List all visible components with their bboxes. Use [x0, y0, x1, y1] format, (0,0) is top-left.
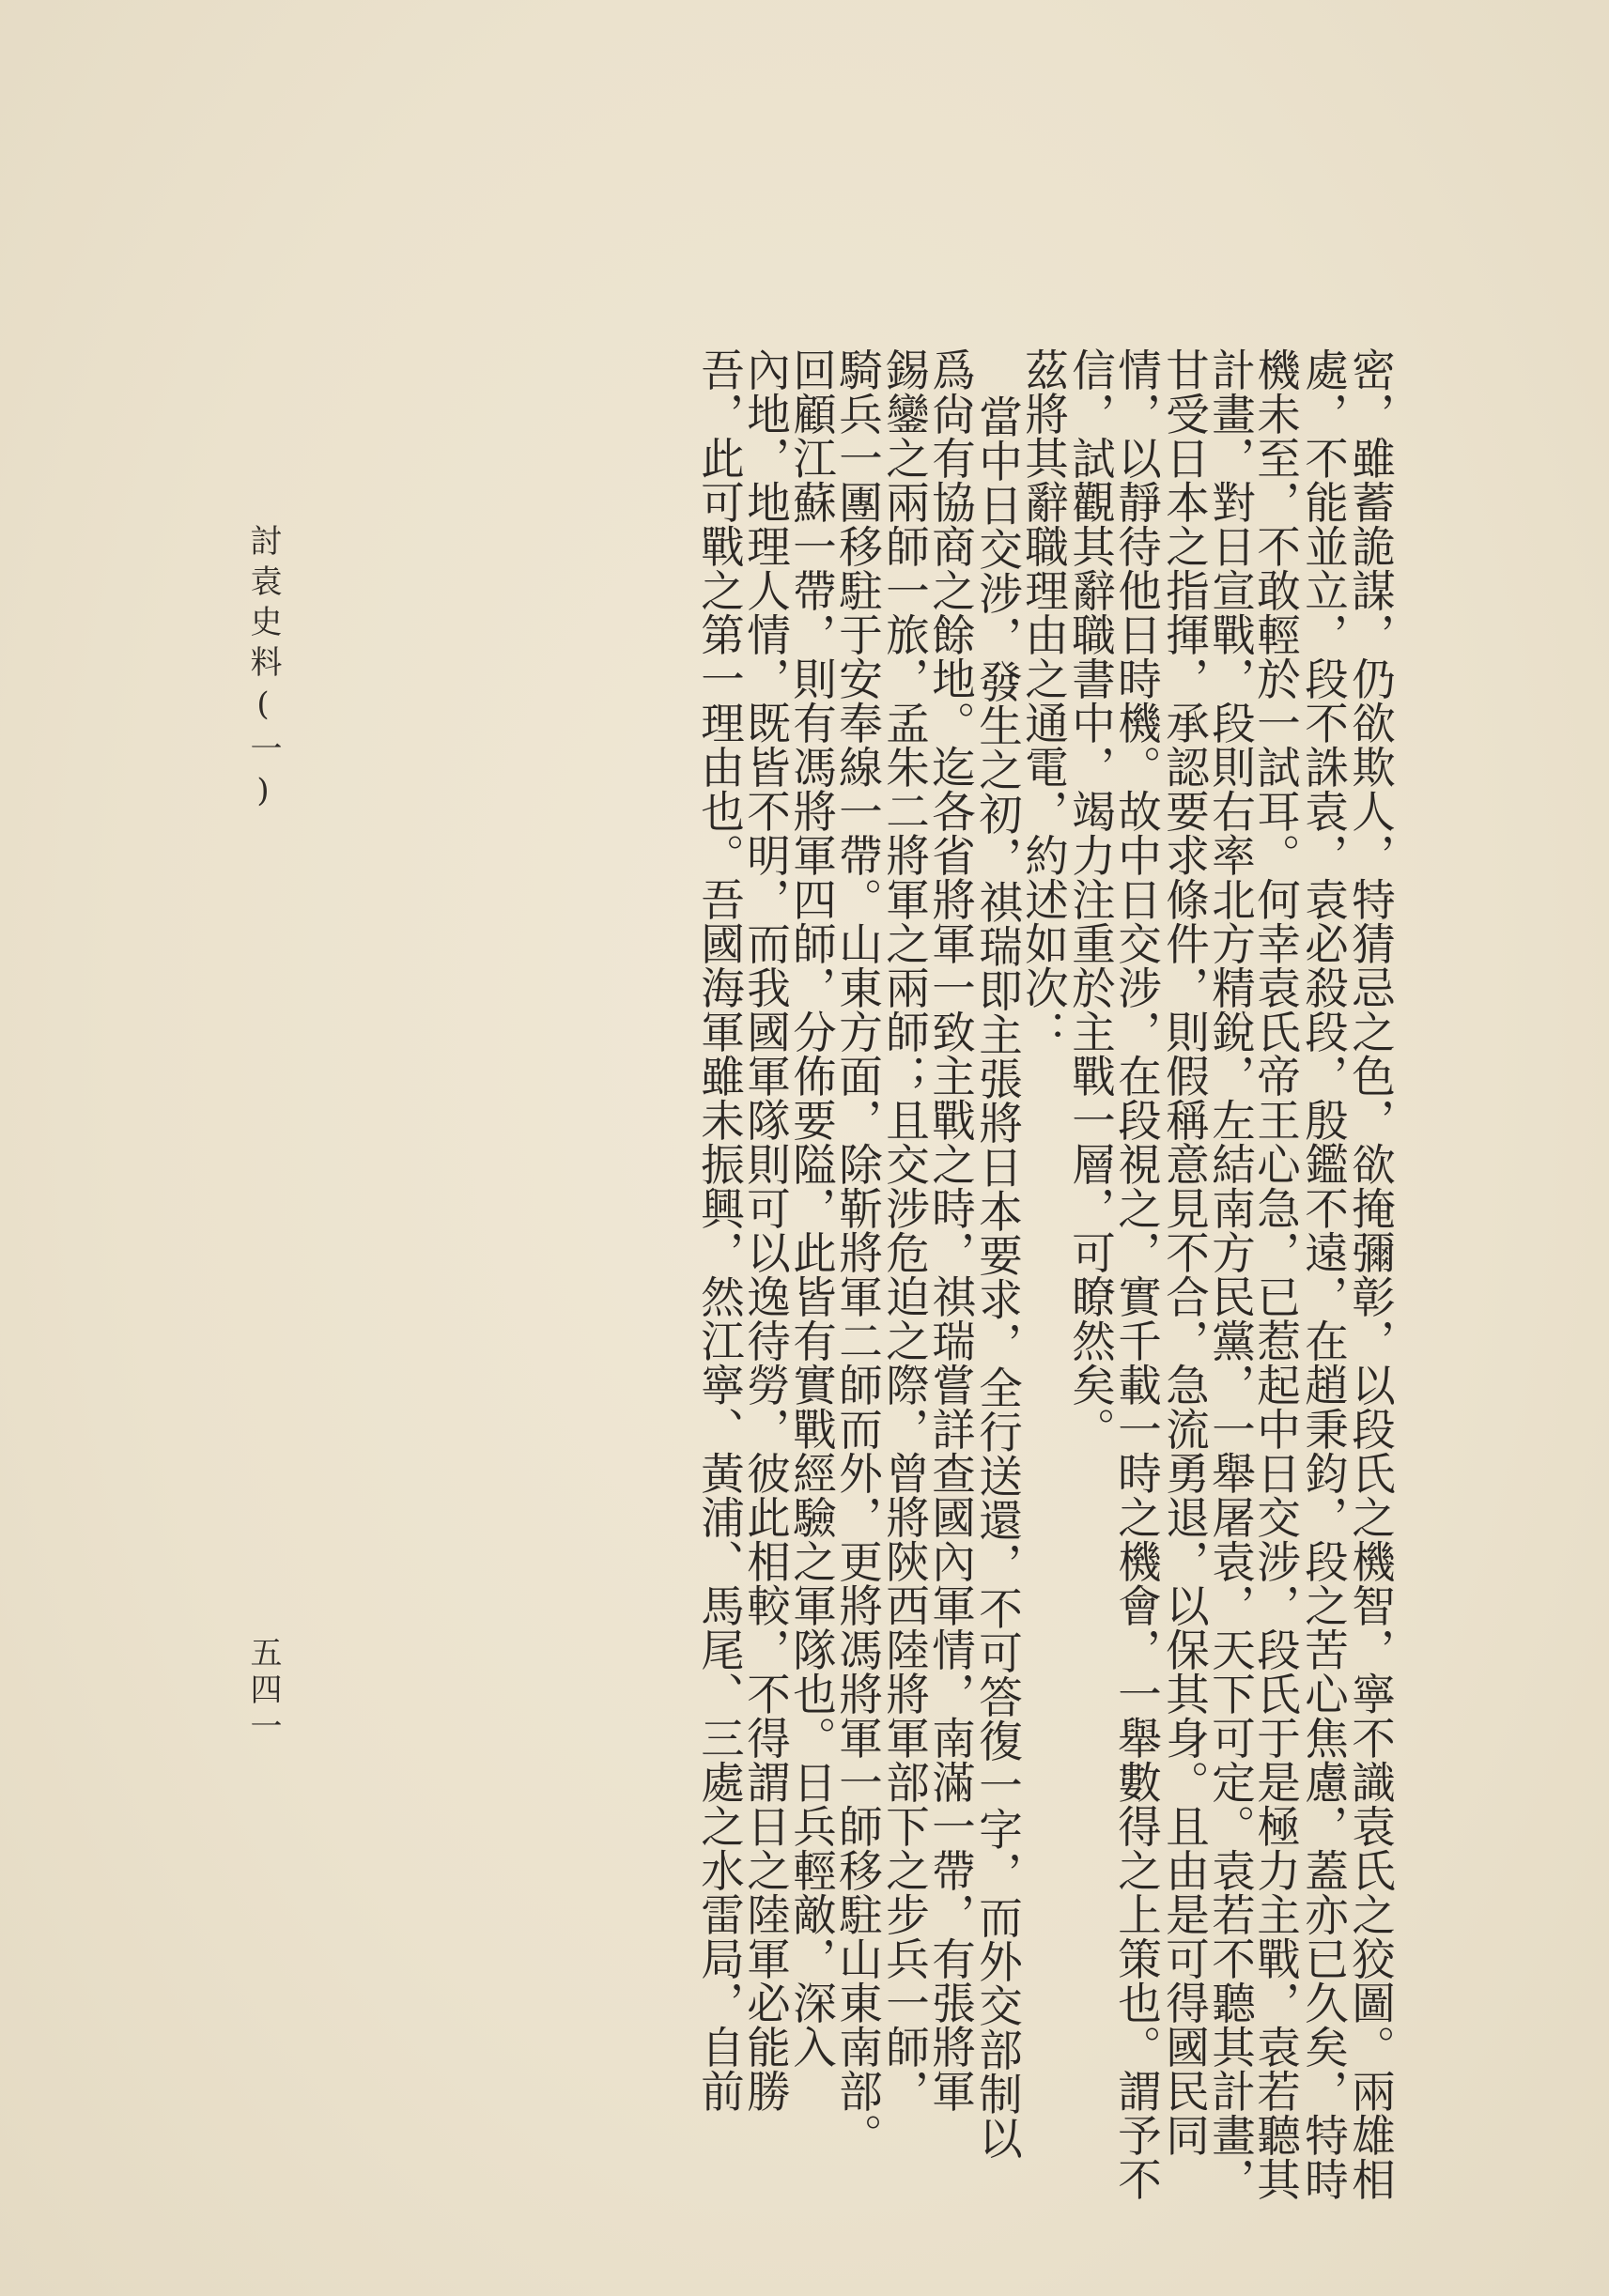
text-column: 密，雖蓄詭謀，仍欲欺人，特猜忌之色，欲掩彌彰，以段氏之機智，寧不識袁氏之狡圖。兩雄相	[1345, 347, 1396, 2201]
text-column: 茲將其辭職理由之通電，約述如次：	[1018, 347, 1069, 1054]
quote-column: 爲尙有協商之餘地。迄各省將軍一致主戰之時，祺瑞嘗詳查國內軍情，南滿一帶，有張將軍	[925, 347, 976, 2113]
text-column: 機未至，不敢輕於一試耳。何幸袁氏帝王心急，已惹起中日交涉，段氏于是極力主戰，袁若聽其	[1250, 347, 1301, 2201]
text-column: 甘受日本之指揮，承認要求條件，則假稱意見不合，急流勇退，以保其身。且由是可得國民同	[1159, 347, 1210, 2157]
quote-column: 當中日交涉，發生之初，祺瑞即主張將日本要求，全行送還，不可答復一字，而外交部制以	[972, 394, 1023, 2160]
quote-column: 錫鑾之兩師一旅，孟朱二將軍之兩師；且交涉危迫之際，曾將陝西陸將軍部下之步兵一師，	[879, 347, 930, 2113]
text-column: 信，試觀其辭職書中，竭力注重於主戰一層，可瞭然矣。	[1065, 347, 1116, 1451]
text-column: 處，不能並立，段不誅袁，袁必殺段，殷鑑不遠，在趙秉鈞，段之苦心焦慮，蓋亦已久矣，特時	[1298, 347, 1349, 2201]
quote-column: 騎兵一團移駐于安奉線一帶。山東方面，除靳將軍二師而外，更將馮將軍一師移駐山東南部。	[832, 347, 883, 2157]
quote-column: 吾，此可戰之第一理由也。吾國海軍雖未振興，然江寧、黃浦、馬尾、三處之水雷局，自前	[694, 347, 745, 2113]
quote-column: 回顧江蘇一帶，則有馮將軍四師，分佈要隘，此皆有實戰經驗之軍隊也。日兵輕敵，深入	[786, 347, 837, 2069]
text-column: 情，以靜待他日時機。故中日交涉，在段視之，實千載一時之機會，一舉數得之上策也。謂予不	[1111, 347, 1162, 2201]
page-number: 五四一	[244, 1636, 282, 1746]
quote-column: 內地，地理人情，既皆不明，而我國軍隊則可以逸待勞，彼此相較，不得謂日之陸軍必能勝	[740, 347, 791, 2113]
text-column: 計畫，對日宣戰，段則右率北方精銳，左結南方民黨，一舉屠袁，天下可定。袁若不聽其計畫，	[1205, 347, 1256, 2201]
book-title-footer: 討袁史料(一)	[244, 524, 282, 818]
